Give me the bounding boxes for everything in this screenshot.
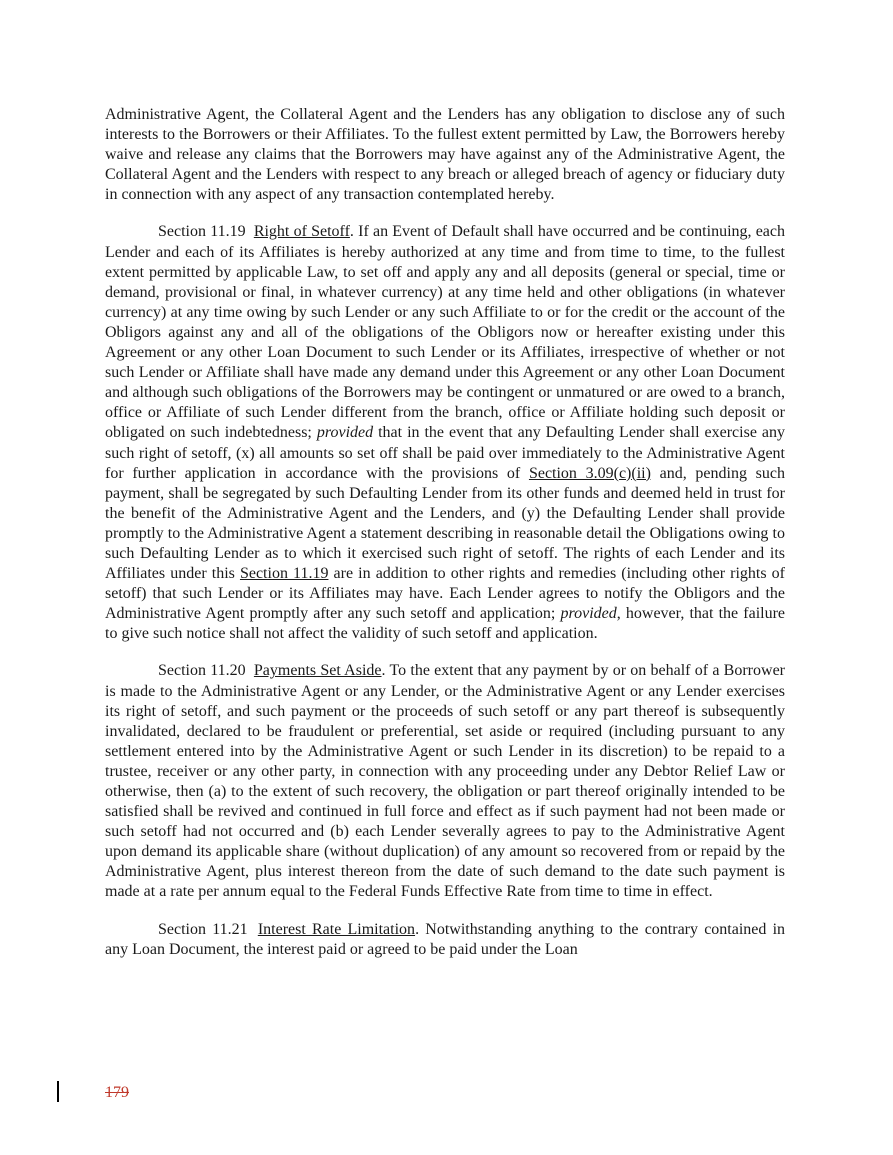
section-11-19 — [105, 222, 785, 644]
section-text: , however, that the failure to give such notice shall not affect the validity of such setoff and application. — [105, 605, 786, 643]
section-title: Payments Set Aside — [253, 662, 382, 680]
cross-reference-link[interactable]: Section 3.09(c)(ii) — [528, 464, 651, 482]
provided-term: provided — [316, 424, 374, 442]
section-text: and, pending such payment, shall be segregated by such Defaulting Lender from its other funds and deemed held in trust for the benefit of the Administrative Agent and the Lenders, and (y) the Defaulting Lender shall provide promptly to the Administrative Agent a statement describing in reasonable detail the Obligations owing to such Defaulting Lender as to which it exercised such right of setoff. The rights of each Lender and its Affiliates under this — [105, 464, 786, 583]
section-text: are in addition to other rights and remedies (including other rights of setoff) that such Lender or its Affiliates may have. Each Lender agrees to notify the Obligors and the Administrative Agent promptly after any such setoff and application; — [105, 565, 785, 623]
section-11-20 — [105, 661, 785, 902]
section-number: Section 11.21 — [158, 920, 248, 938]
paragraph-continuation: Administrative Agent, the Collateral Agent and the Lenders has any obligation to disclose any of such interests to the Borrowers or their Affiliates. To the fullest extent permitted by Law, the Borrowers hereby waive and release any claims that the Borrowers may have against any of the Administrative Agent, the Collateral Agent and the Lenders with respect to any breach or alleged breach of agency or fiduciary duty in connection with any aspect of any transaction contemplated hereby. — [105, 106, 785, 204]
cross-reference-link[interactable]: Section 11.19 — [239, 565, 329, 583]
section-text: that in the event that any Defaulting Lender shall exercise any such right of setoff, (x) all amounts so set off shall be paid over immediately to the Administrative Agent for further application in accordance with the provisions of — [105, 424, 785, 482]
section-text: . If an Event of Default shall have occurred and be continuing, each Lender and each of its Affiliates is hereby authorized at any time and from time to time, to the fullest extent permitted by applicable Law, to set off and apply any and all deposits (general or special, time or demand, provisional or final, in whatever currency) at any time held and other obligations (in whatever currency) at any time owing by such Lender or any such Affiliate to or for the credit or the account of the Obligors against any and all of the obligations of the Obligors now or hereafter existing under this Agreement or any other Loan Document to such Lender or its Affiliates, irrespective of whether or not such Lender or Affiliate shall have made any demand under this Agreement or any other Loan Document and although such obligations of the Borrowers may be contingent or unmatured or are owed to a branch, office or Affiliate of such Lender different from the branch, office or Affiliate holding such deposit or obligated on such indebtedness; — [105, 223, 786, 442]
section-title: Right of Setoff — [253, 223, 350, 241]
section-text: . To the extent that any payment by or on behalf of a Borrower is made to the Administrative Agent or any Lender, or the Administrative Agent or any Lender exercises its right of setoff, and such payment or the proceeds of such setoff or any part thereof is subsequently invalidated, declared to be fraudulent or preferential, set aside or required (including pursuant to any settlement entered into by the Administrative Agent or such Lender in its discretion) to be repaid to a trustee, receiver or any other party, in connection with any proceeding under any Debtor Relief Law or otherwise, then (a) to the extent of such recovery, the obligation or part thereof originally intended to be satisfied shall be revived and continued in full force and effect as if such payment had not been made or such setoff had not occurred and (b) each Lender severally agrees to pay to the Administrative Agent upon demand its applicable share (without duplication) of any amount so recovered from or repaid by the Administrative Agent, plus interest thereon from the date of such demand to the date such payment is made at a rate per annum equal to the Federal Funds Effective Rate from time to time in effect. — [105, 662, 785, 901]
section-text: . Notwithstanding anything to the contrary contained in any Loan Document, the interest paid or agreed to be paid under the Loan — [105, 920, 786, 958]
provided-term: provided — [560, 605, 617, 623]
section-11-21 — [105, 920, 785, 960]
document-body — [105, 105, 785, 977]
section-number: Section 11.19 — [158, 223, 246, 241]
section-title: Interest Rate Limitation — [257, 920, 416, 938]
change-bar — [57, 1081, 59, 1102]
section-number: Section 11.20 — [158, 662, 246, 680]
page-number: 179 — [105, 1084, 129, 1101]
